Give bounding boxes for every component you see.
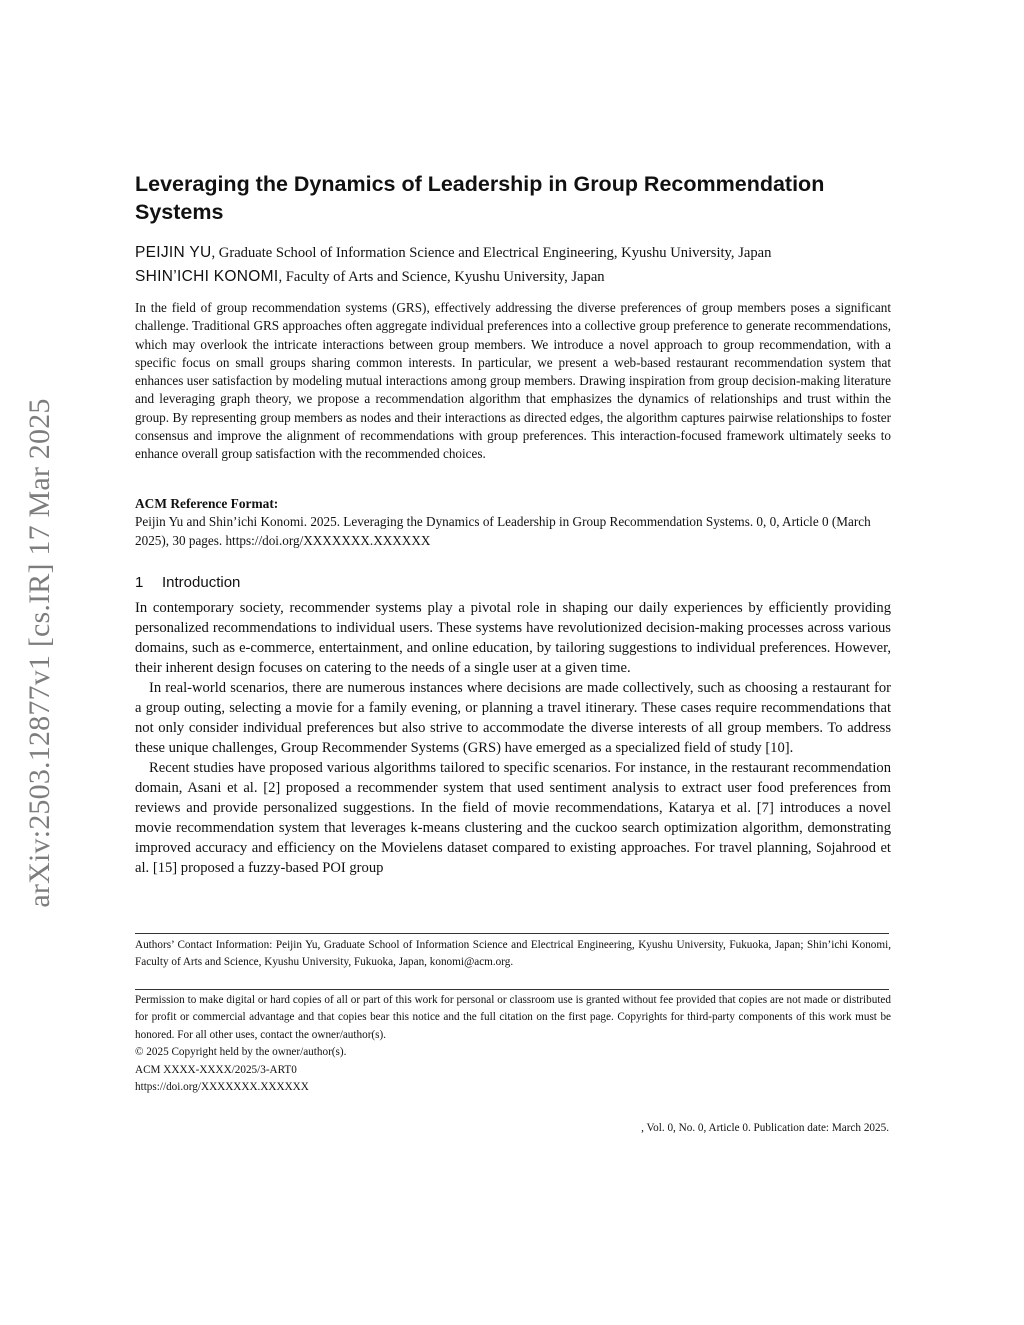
section-heading	[135, 573, 891, 593]
author-list	[135, 241, 891, 289]
arxiv-identifier: arXiv:2503.12877v1 [cs.IR] 17 Mar 2025	[23, 398, 56, 908]
paper-title: Leveraging the Dynamics of Leadership in Group Recommendation Systems	[135, 172, 825, 224]
paragraph: In contemporary society, recommender systems play a pivotal role in shaping our daily experiences by efficiently providing personalized recommendations to individual users. These systems have revolutionized decision-making processes across various domains, such as e-commerce, entertainment, and online education, by tailoring suggestions to individual preferences. However, their inherent design focuses on catering to the needs of a single user at a given time.	[135, 600, 891, 676]
author-entry	[135, 241, 891, 265]
page-footer: , Vol. 0, No. 0, Article 0. Publication date: March 2025.	[641, 1122, 889, 1134]
introduction-body	[135, 598, 891, 878]
doi-link: https://doi.org/XXXXXXX.XXXXXX	[135, 1081, 309, 1094]
author-name: PEIJIN YU	[135, 244, 212, 261]
abstract: In the field of group recommendation systems (GRS), effectively addressing the diverse preferences of group members poses a significant challenge. Traditional GRS approaches often aggregate individual preferences into a collective group preference to generate recommendations, which may overlook the intricate interactions between group members. We introduce a novel approach to group recommendation, with a specific focus on small groups sharing common interests. In particular, we present a web-based restaurant recommendation system that enhances user satisfaction by modeling mutual interactions among group members. Drawing inspiration from group decision-making literature and leveraging graph theory, we propose a recommendation algorithm that emphasizes the dynamics of relationships and trust within the group. By representing group members as nodes and their interactions as directed edges, the algorithm captures pairwise relationships to foster consensus and improve the alignment of recommendations with group preferences. This interaction-focused framework ultimately seeks to enhance overall group satisfaction with the recommended choices.	[135, 300, 891, 462]
author-name: SHIN’ICHI KONOMI	[135, 268, 279, 285]
permission-block	[135, 992, 891, 1096]
paragraph: Recent studies have proposed various algorithms tailored to specific scenarios. For instance, in the restaurant recommendation domain, Asani et al. [2] proposed a recommender system that used sentiment analysis to extract user food preferences from reviews and provide personalized suggestions. In the field of movie recommendations, Katarya et al. [7] introduces a novel movie recommendation system that leverages k-means clustering and the cuckoo search optimization algorithm, demonstrating improved accuracy and efficiency on the Movielens dataset compared to existing approaches. For travel planning, Sojahrood et al. [15] proposed a fuzzy-based POI group	[135, 760, 891, 876]
author-entry	[135, 265, 891, 289]
arxiv-sidebar-stamp	[12, 362, 68, 944]
footnote-divider	[135, 933, 889, 934]
permission-text: Permission to make digital or hard copies of all or part of this work for personal or classroom use is granted without fee provided that copies are not made or distributed for profit or commercial advantage and that copies bear this notice and the full citation on the first page. Copyrights for third-party components of this work must be honored. For all other uses, contact the owner/author(s).	[135, 994, 891, 1041]
acm-identifier: ACM XXXX-XXXX/2025/3-ART0	[135, 1063, 297, 1076]
acm-reference-heading: ACM Reference Format:	[135, 496, 279, 511]
author-affiliation: , Graduate School of Information Science and Electrical Engineering, Kyushu University, Japan	[211, 245, 772, 261]
copyright-line: © 2025 Copyright held by the owner/author(s).	[135, 1046, 347, 1059]
author-affiliation: , Faculty of Arts and Science, Kyushu University, Japan	[278, 269, 605, 285]
permission-divider	[135, 989, 889, 990]
acm-reference-text: Peijin Yu and Shin’ichi Konomi. 2025. Leveraging the Dynamics of Leadership in Group Recommendation Systems. 0, 0, Article 0 (March 2025), 30 pages. https://doi.org/XXXXXXX.XXXXXX	[135, 514, 871, 548]
section-number: 1	[135, 574, 144, 591]
paragraph: In real-world scenarios, there are numerous instances where decisions are made collectively, such as choosing a restaurant for a group outing, selecting a movie for a family evening, or planning a travel itinerary. These cases require recommendations that not only consider individual preferences but also strive to accommodate the diverse interests of all group members. To address these unique challenges, Group Recommender Systems (GRS) have emerged as a specialized field of study [10].	[135, 680, 891, 756]
section-title: Introduction	[162, 574, 241, 591]
contact-information: Authors’ Contact Information: Peijin Yu, Graduate School of Information Science and Electrical Engineering, Kyushu University, Fukuoka, Japan; Shin’ichi Konomi, Faculty of Arts and Science, Kyushu University, Fukuoka, Japan, konomi@acm.org.	[135, 939, 891, 969]
